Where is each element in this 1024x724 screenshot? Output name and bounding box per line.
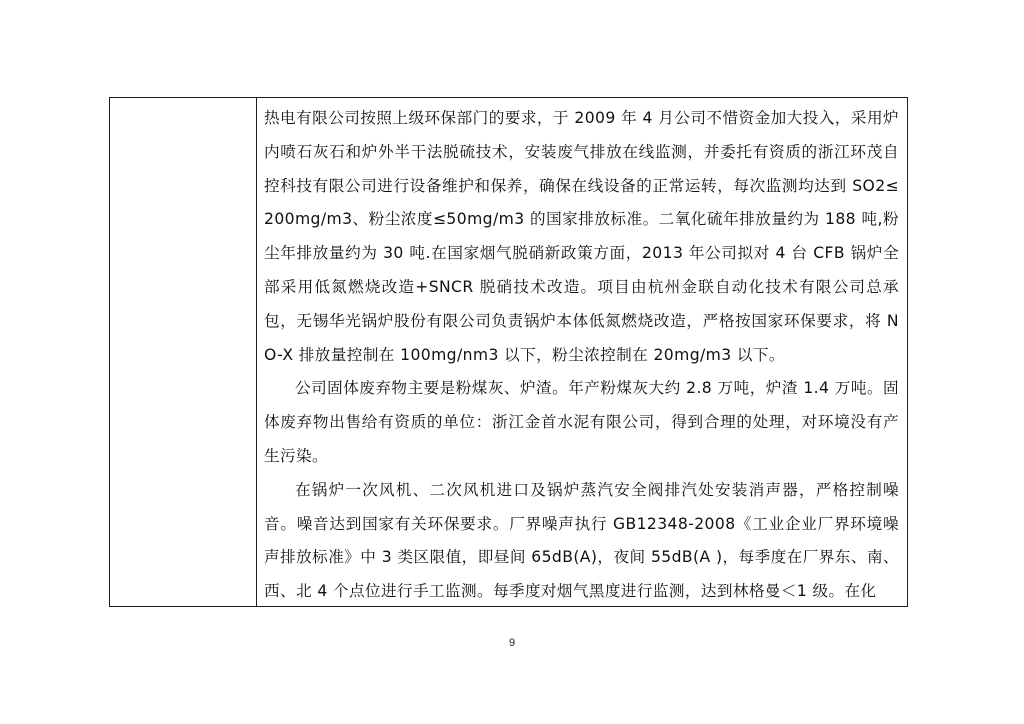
paragraph-emissions: 热电有限公司按照上级环保部门的要求，于 2009 年 4 月公司不惜资金加大投入，采用炉内喷石灰石和炉外半干法脱硫技术，安装废气排放在线监测，并委托有资质的浙江环茂自控科技有限公司进行设备维护和保养，确保在线设备的正常运转，每次监测均达到 SO2≤200mg/m3、粉尘浓度≤50mg/m3 的国家排放标准。二氧化硫年排放量约为 188 吨,粉尘年排放量约为 30 吨.在国家烟气脱硝新政策方面，2013 年公司拟对 4 台 CFB 锅炉全部采用低氮燃烧改造+SNCR 脱硝技术改造。项目由杭州金联自动化技术有限公司总承包，无锡华光锅炉股份有限公司负责锅炉本体低氮燃烧改造，严格按国家环保要求，将 NO-X 排放量控制在 100mg/nm3 以下，粉尘浓控制在 20mg/m3 以下。 bbox=[264, 109, 899, 364]
page-number: 9 bbox=[508, 637, 516, 649]
content-table bbox=[109, 97, 908, 607]
table-left-cell bbox=[110, 98, 257, 606]
paragraph-noise-control: 在锅炉一次风机、二次风机进口及锅炉蒸汽安全阀排汽处安装消声器，严格控制噪音。噪音达到国家有关环保要求。厂界噪声执行 GB12348-2008《工业企业厂界环境噪声排放标准》中 3 类区限值，即昼间 65dB(A)，夜间 55dB(A )，每季度在厂界东、南、西、北 4 个点位进行手工监测。每季度对烟气黑度进行监测，达到林格曼＜1 级。在化 bbox=[264, 480, 899, 601]
paragraph-solid-waste: 公司固体废弃物主要是粉煤灰、炉渣。年产粉煤灰大约 2.8 万吨，炉渣 1.4 万吨。固体废弃物出售给有资质的单位：浙江金首水泥有限公司，得到合理的处理，对环境没有产生污染。 bbox=[264, 379, 899, 465]
table-right-cell bbox=[257, 98, 907, 606]
